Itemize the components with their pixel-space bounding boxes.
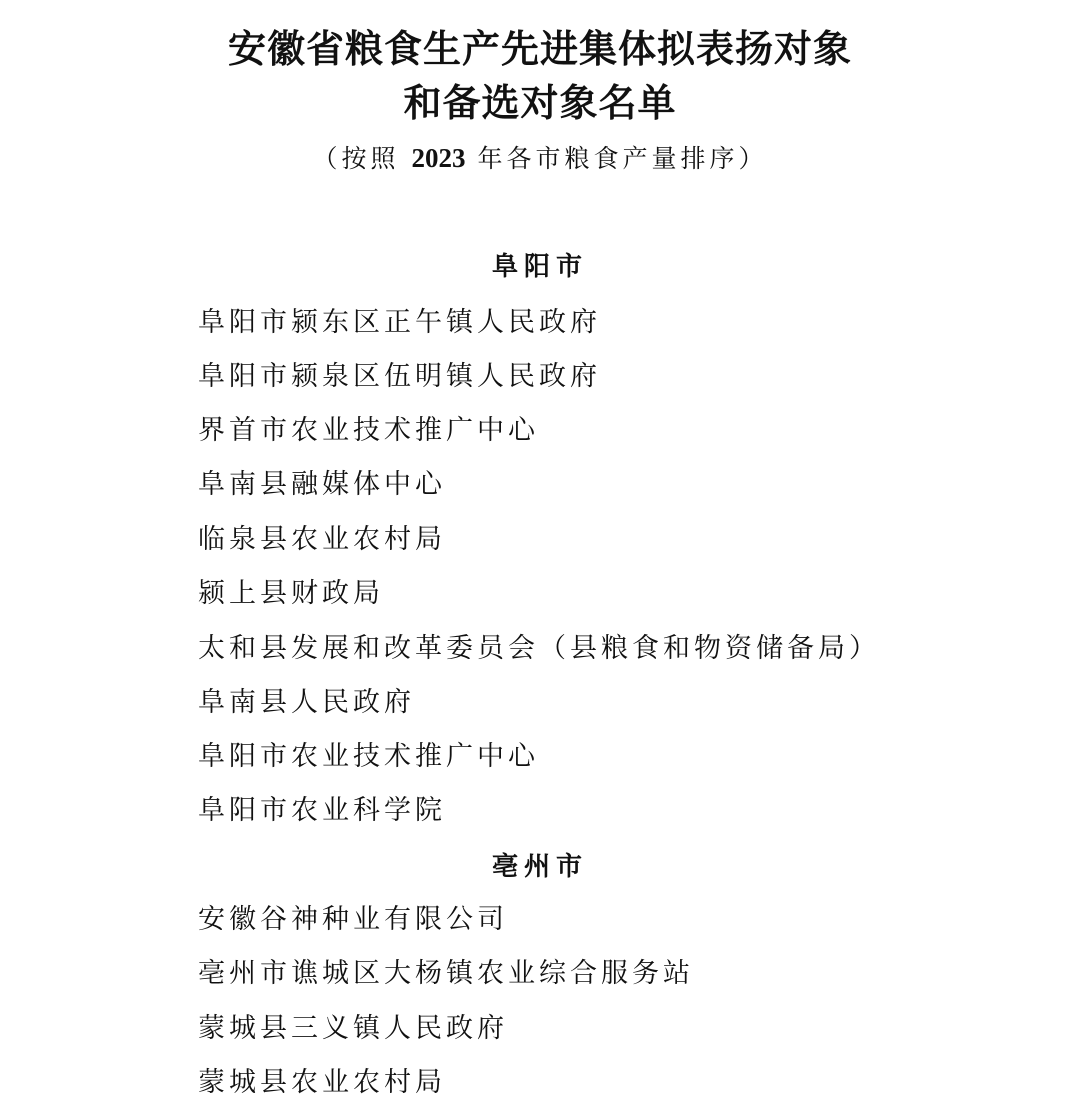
subtitle-year: 2023 (411, 143, 466, 173)
city-heading-bozhou: 亳州市 (491, 852, 588, 882)
subtitle-open: （按照 (312, 144, 400, 173)
list-item: 阜阳市颍泉区伍明镇人民政府 (198, 361, 601, 392)
list-item: 阜阳市农业技术推广中心 (198, 741, 539, 772)
list-item: 阜南县融媒体中心 (198, 469, 446, 500)
document-title-line-1: 安徽省粮食生产先进集体拟表扬对象 (227, 26, 852, 71)
list-item: 太和县发展和改革委员会（县粮食和物资储备局） (198, 633, 880, 664)
list-item: 临泉县农业农村局 (198, 524, 446, 555)
list-item: 界首市农业技术推广中心 (198, 415, 539, 446)
list-item: 蒙城县三义镇人民政府 (198, 1013, 508, 1044)
list-item: 阜阳市颍东区正午镇人民政府 (198, 307, 601, 338)
list-item: 阜南县人民政府 (198, 687, 415, 718)
list-item: 亳州市谯城区大杨镇农业综合服务站 (198, 958, 694, 989)
document-title-line-2: 和备选对象名单 (403, 80, 677, 125)
subtitle-close: 年各市粮食产量排序） (477, 144, 768, 173)
list-item: 阜阳市农业科学院 (198, 795, 446, 826)
list-item: 颍上县财政局 (198, 578, 384, 609)
list-item: 安徽谷神种业有限公司 (198, 904, 508, 935)
city-heading-fuyang: 阜阳市 (491, 252, 588, 282)
document-subtitle (0, 142, 1080, 175)
list-item: 蒙城县农业农村局 (198, 1067, 446, 1098)
